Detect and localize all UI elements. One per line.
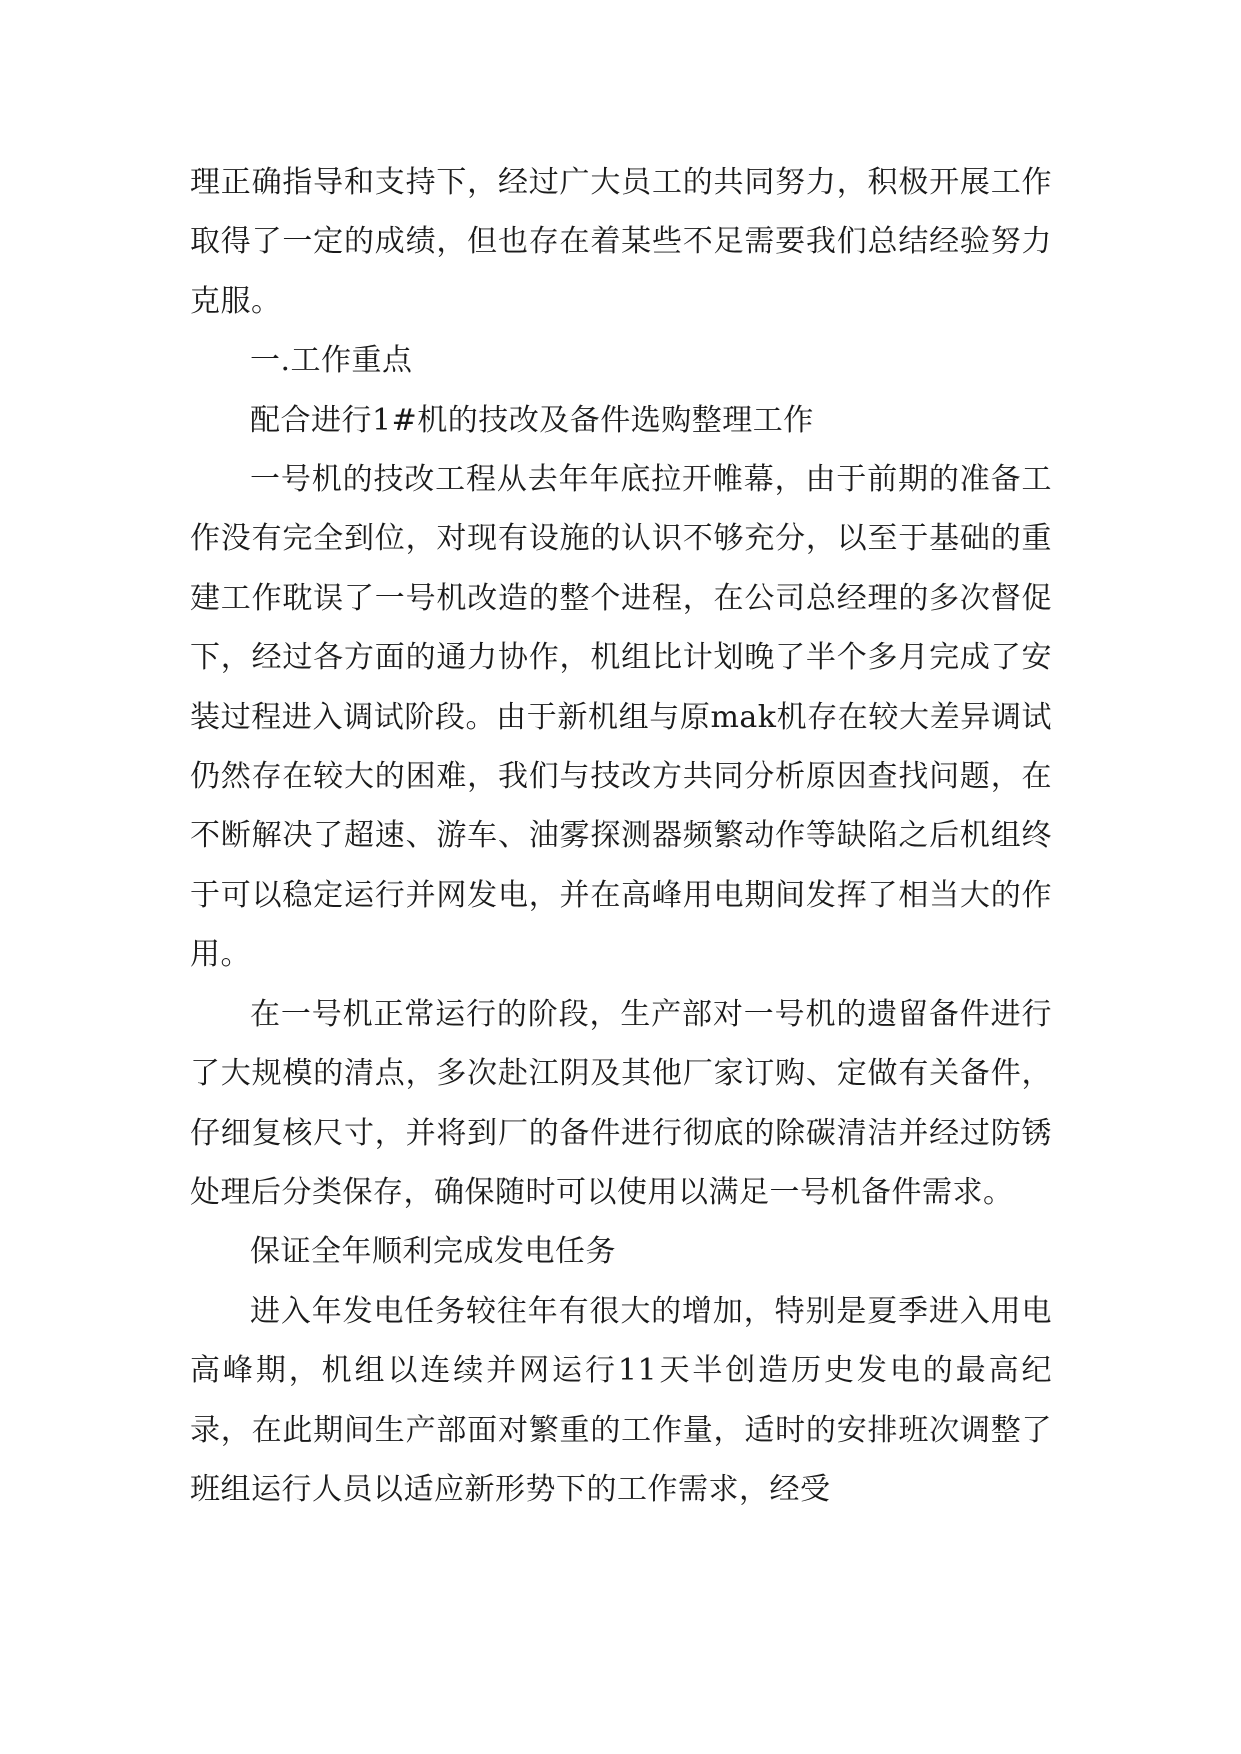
paragraph-spare-parts: 在一号机正常运行的阶段，生产部对一号机的遗留备件进行了大规模的清点，多次赴江阴及其他厂家订购、定做有关备件，仔细复核尺寸，并将到厂的备件进行彻底的除碳清洁并经过防锈处理后分类保存，确保随时可以使用以满足一号机备件需求。 bbox=[190, 996, 1052, 1210]
subheading-unit1-retrofit: 配合进行1#机的技改及备件选购整理工作 bbox=[250, 402, 814, 438]
paragraph-1: 理正确指导和支持下，经过广大员工的共同努力，积极开展工作取得了一定的成绩，但也存在着某些不足需要我们总结经验努力克服。 bbox=[190, 165, 1052, 319]
paragraph-generation-task: 进入年发电任务较往年有很大的增加，特别是夏季进入用电高峰期，机组以连续并网运行11天半创造历史发电的最高纪录，在此期间生产部面对繁重的工作量，适时的安排班次调整了班组运行人员以适应新形势下的工作需求，经受 bbox=[190, 1293, 1052, 1507]
section-heading-work-focus: 一.工作重点 bbox=[250, 343, 413, 379]
document-body bbox=[190, 153, 1052, 1519]
subheading-generation-task: 保证全年顺利完成发电任务 bbox=[250, 1234, 616, 1270]
paragraph-unit1-retrofit: 一号机的技改工程从去年年底拉开帷幕，由于前期的准备工作没有完全到位，对现有设施的认识不够充分，以至于基础的重建工作耽误了一号机改造的整个进程，在公司总经理的多次督促下，经过各方面的通力协作，机组比计划晚了半个多月完成了安装过程进入调试阶段。由于新机组与原mak机存在较大差异调试仍然存在较大的困难，我们与技改方共同分析原因查找问题，在不断解决了超速、游车、油雾探测器频繁动作等缺陷之后机组终于可以稳定运行并网发电，并在高峰用电期间发挥了相当大的作用。 bbox=[190, 462, 1052, 973]
